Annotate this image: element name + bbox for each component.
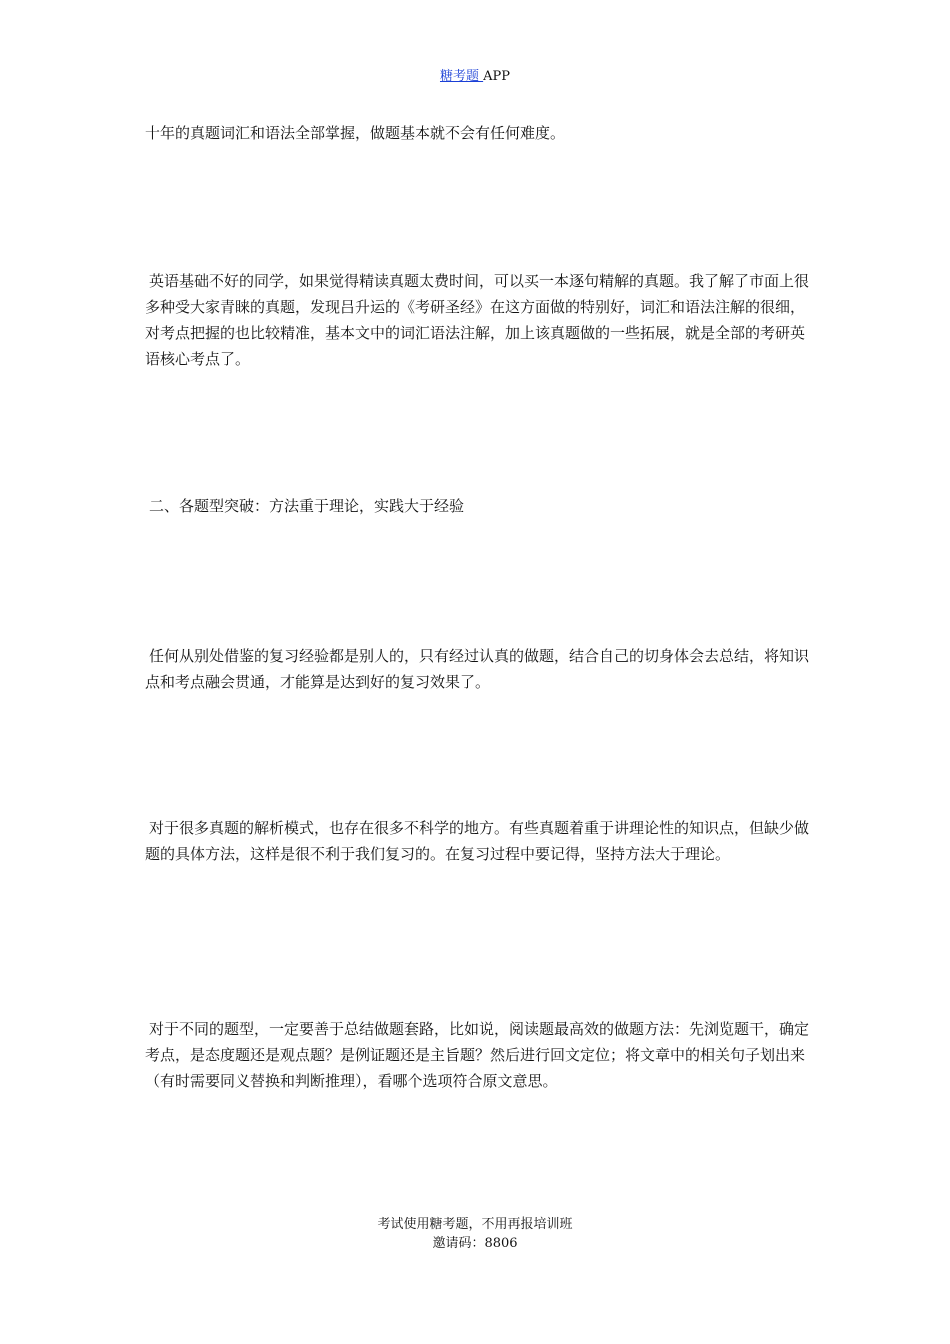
paragraph-5: 对于不同的题型，一定要善于总结做题套路，比如说，阅读题最高效的做题方法：先浏览题干，确定考点，是态度题还是观点题？是例证题还是主旨题？然后进行回文定位；将文章中的相关句子划出来（有时需要同义替换和判断推理），看哪个选项符合原文意思。 — [145, 1020, 810, 1090]
paragraph-4: 对于很多真题的解析模式，也存在很多不科学的地方。有些真题着重于讲理论性的知识点，但缺少做题的具体方法，这样是很不利于我们复习的。在复习过程中要记得，坚持方法大于理论。 — [145, 819, 810, 863]
paragraph-3: 任何从别处借鉴的复习经验都是别人的，只有经过认真的做题，结合自己的切身体会去总结，将知识点和考点融会贯通，才能算是达到好的复习效果了。 — [145, 647, 810, 691]
paragraph-1: 十年的真题词汇和语法全部掌握，做题基本就不会有任何难度。 — [145, 124, 566, 142]
header-app-suffix: APP — [483, 69, 511, 84]
page-footer — [0, 1215, 950, 1253]
paragraph-2: 英语基础不好的同学，如果觉得精读真题太费时间，可以买一本逐句精解的真题。我了解了市面上很多种受大家青睐的真题，发现吕升运的《考研圣经》在这方面做的特别好，词汇和语法注解的很细，对考点把握的也比较精准，基本文中的词汇语法注解，加上该真题做的一些拓展，就是全部的考研英语核心考点了。 — [145, 272, 810, 368]
footer-slogan: 考试使用糖考题，不用再报培训班 — [377, 1217, 573, 1232]
header-app-link[interactable]: 糖考题 — [439, 69, 484, 84]
section-heading: 二、各题型突破：方法重于理论，实践大于经验 — [149, 497, 465, 515]
footer-invite-code: 邀请码：8806 — [432, 1236, 518, 1251]
page-header — [0, 68, 950, 86]
